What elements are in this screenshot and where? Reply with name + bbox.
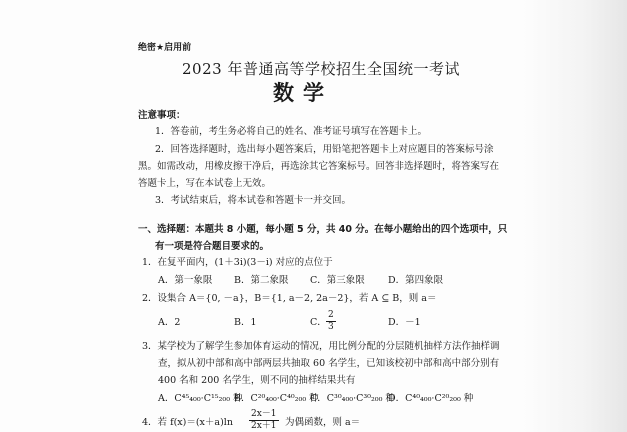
question-2-stem: 2．设集合 A＝{0, －a}，B＝{1, a－2, 2a－2}，若 A ⊆ B，则 a＝: [142, 293, 437, 304]
question-2-option-b: B．1: [234, 317, 257, 328]
fraction-numerator: 2: [328, 310, 334, 320]
question-1-option-a: A．第一象限: [158, 275, 213, 286]
question-4-stem-end: 为偶函数，则 a＝: [285, 417, 361, 428]
question-4-stem-start: 4．若 f(x)＝(x＋a)ln: [142, 417, 233, 428]
question-1-option-b: B．第二象限: [234, 275, 289, 286]
question-3-line-1: 3．某学校为了解学生参加体育运动的情况，用比例分配的分层随机抽样方法作抽样调: [142, 341, 500, 352]
exam-title: 2023 年普通高等学校招生全国统一考试: [182, 60, 460, 78]
question-1-option-c: C．第三象限: [310, 275, 365, 286]
question-3-line-2: 查，拟从初中部和高中部两层共抽取 60 名学生，已知该校初中部和高中部分别有: [158, 358, 500, 369]
notice-item-3: 3．考试结束后，将本试卷和答题卡一并交回。: [155, 195, 352, 206]
notice-item-2-line-3: 答题卡上，写在本试卷上无效。: [138, 178, 272, 189]
section-heading-line-1: 一、选择题：本题共 8 小题，每小题 5 分，共 40 分。在每小题给出的四个选项中，只: [138, 224, 508, 235]
fraction-denominator: 2x＋1: [251, 421, 277, 431]
notice-heading: 注意事项：: [138, 110, 186, 121]
paper-edge-shadow: [523, 0, 627, 432]
question-3-line-3: 400 名和 200 名学生，则不同的抽样结果共有: [158, 375, 356, 386]
confidential-label: 绝密★启用前: [138, 43, 192, 53]
question-3-option-b: B．C²⁰₄₀₀·C⁴⁰₂₀₀ 种: [234, 393, 319, 404]
question-3-option-c: C．C³⁰₄₀₀·C³⁰₂₀₀ 种: [310, 393, 395, 404]
question-2-option-c-fraction: [326, 311, 336, 332]
question-2-option-a: A．2: [158, 317, 181, 328]
fraction-numerator: 2x－1: [251, 409, 277, 419]
notice-item-2-line-1: 2．回答选择题时，选出每小题答案后，用铅笔把答题卡上对应题目的答案标号涂: [155, 144, 494, 155]
notice-item-1: 1．答卷前，考生务必将自己的姓名、准考证号填写在答题卡上。: [155, 126, 428, 137]
question-3-option-d: D．C⁴⁰₄₀₀·C²⁰₂₀₀ 种: [388, 393, 474, 404]
question-3-option-a: A．C⁴⁵₄₀₀·C¹⁵₂₀₀ 种: [158, 393, 243, 404]
question-2-option-d: D．－1: [388, 317, 421, 328]
question-1-option-d: D．第四象限: [388, 275, 444, 286]
subject-title: 数学: [273, 81, 333, 105]
section-heading-line-2: 有一项是符合题目要求的。: [155, 241, 270, 252]
question-4-fraction: [249, 410, 279, 431]
fraction-denominator: 3: [328, 322, 334, 332]
question-2-option-c-label: C．: [310, 317, 327, 328]
question-1-stem: 1．在复平面内，(1＋3i)(3－i) 对应的点位于: [142, 257, 333, 268]
notice-item-2-line-2: 黑。如需改动，用橡皮擦干净后，再选涂其它答案标号。回答非选择题时，将答案写在: [138, 161, 500, 172]
